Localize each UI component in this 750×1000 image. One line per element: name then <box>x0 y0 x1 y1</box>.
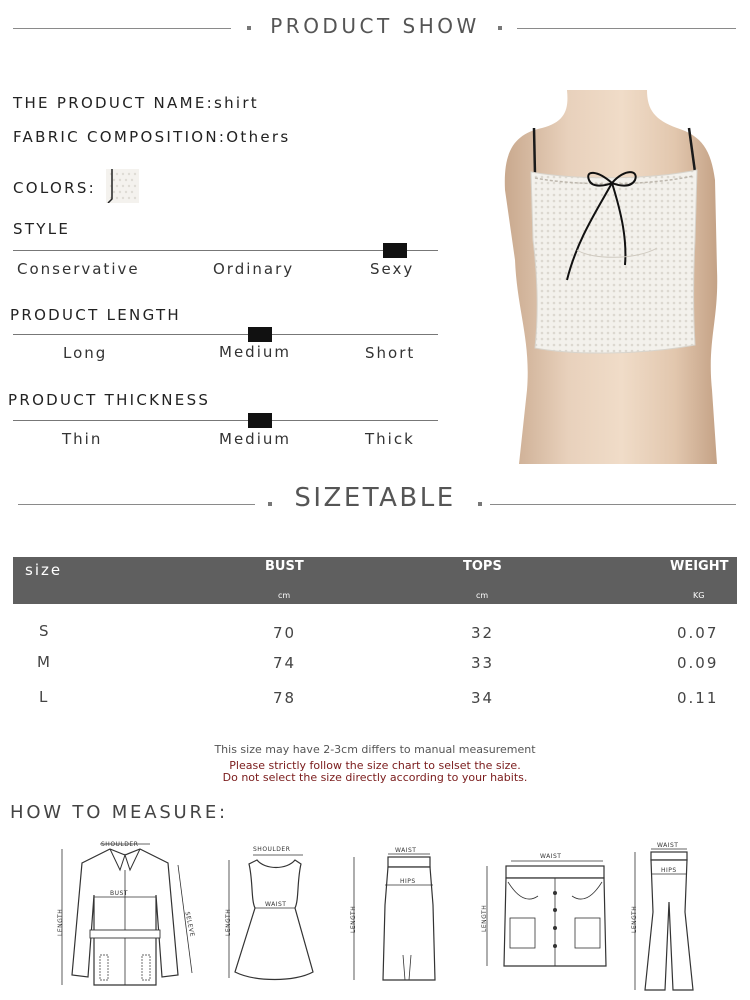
sizetable-dot-right <box>478 502 482 506</box>
cell-tops: 32 <box>471 624 495 642</box>
colors-label: COLORS: <box>13 179 97 197</box>
pants-length-label: LENGTH <box>631 905 638 933</box>
header-line-right <box>517 28 736 29</box>
length-scale-line <box>13 334 438 335</box>
style-option-conservative: Conservative <box>17 260 140 278</box>
cell-size: L <box>39 688 50 706</box>
dress-measure-icon <box>215 840 315 990</box>
dress-waist-label: WAIST <box>265 901 287 908</box>
header-size: size <box>25 561 63 579</box>
cell-tops: 33 <box>471 654 495 672</box>
cell-size: S <box>39 622 51 640</box>
fabric-label: FABRIC COMPOSITION: <box>13 128 227 146</box>
length-title: PRODUCT LENGTH <box>10 306 181 324</box>
length-option-long: Long <box>63 344 108 362</box>
size-table-header <box>13 557 737 604</box>
shorts-waist-label: WAIST <box>540 853 562 860</box>
cell-bust: 70 <box>273 624 297 642</box>
cell-weight: 0.09 <box>677 654 719 672</box>
shirt-length-label: LENGTH <box>57 908 64 936</box>
color-swatch-white[interactable] <box>106 169 139 203</box>
style-scale-line <box>13 250 438 251</box>
cell-size: M <box>37 653 52 671</box>
style-option-ordinary: Ordinary <box>213 260 295 278</box>
shirt-bust-label: BUST <box>110 890 128 897</box>
skirt-waist-label: WAIST <box>395 847 417 854</box>
thickness-scale-line <box>13 420 438 421</box>
cell-weight: 0.11 <box>677 689 719 707</box>
shorts-length-label: LENGTH <box>481 904 488 932</box>
note-habits: Do not select the size directly according to your habits. <box>222 771 528 784</box>
pants-measure-icon <box>623 842 703 994</box>
product-name-row <box>13 94 259 112</box>
thickness-option-thin: Thin <box>62 430 103 448</box>
cell-bust: 74 <box>273 654 297 672</box>
shirt-measure-icon <box>50 835 200 990</box>
cell-bust: 78 <box>273 689 297 707</box>
cell-weight: 0.07 <box>677 624 719 642</box>
skirt-measure-icon <box>345 845 450 990</box>
pants-waist-label: WAIST <box>657 842 679 849</box>
header-tops: TOPS <box>463 559 502 574</box>
how-to-measure-title: HOW TO MEASURE: <box>10 802 228 823</box>
product-name-label: THE PRODUCT NAME: <box>13 94 214 112</box>
skirt-length-label: LENGTH <box>350 905 357 933</box>
header-weight: WEIGHT <box>670 559 729 574</box>
unit-tops: cm <box>476 591 489 600</box>
note-follow-chart: Please strictly follow the size chart to selset the size. <box>229 759 521 772</box>
shirt-shoulder-label: SHOULDER <box>101 841 139 848</box>
note-measurement: This size may have 2-3cm differs to manual measurement <box>214 743 536 756</box>
dress-shoulder-label: SHOULDER <box>253 846 291 853</box>
fabric-row <box>13 128 291 146</box>
dress-length-label: LENGTH <box>225 908 232 936</box>
style-selected-marker <box>383 243 407 258</box>
thickness-title: PRODUCT THICKNESS <box>8 391 211 409</box>
style-title: STYLE <box>13 220 71 238</box>
header-line-left <box>13 28 231 29</box>
header-bust: BUST <box>265 559 304 574</box>
sizetable-dot-left <box>268 502 272 506</box>
length-selected-marker <box>248 327 272 342</box>
sizetable-line-right <box>490 504 736 505</box>
unit-bust: cm <box>278 591 291 600</box>
shirt-sleeve-label: SELEVE <box>183 911 196 938</box>
pants-hips-label: HIPS <box>661 867 677 874</box>
product-name-value: shirt <box>213 94 259 112</box>
skirt-hips-label: HIPS <box>400 878 416 885</box>
length-option-medium: Medium <box>219 343 291 361</box>
shorts-skirt-measure-icon <box>478 848 618 973</box>
style-option-sexy: Sexy <box>370 260 415 278</box>
thickness-option-medium: Medium <box>219 430 291 448</box>
thickness-selected-marker <box>248 413 272 428</box>
product-photo <box>497 90 721 464</box>
sizetable-line-left <box>18 504 255 505</box>
header-dot-left <box>247 26 251 30</box>
cell-tops: 34 <box>471 689 495 707</box>
unit-weight: KG <box>693 591 705 600</box>
header-dot-right <box>498 26 502 30</box>
section-title-sizetable: SIZETABLE <box>294 483 456 513</box>
section-title-product-show: PRODUCT SHOW <box>270 14 480 38</box>
length-option-short: Short <box>365 344 416 362</box>
thickness-option-thick: Thick <box>365 430 415 448</box>
fabric-value: Others <box>226 128 291 146</box>
